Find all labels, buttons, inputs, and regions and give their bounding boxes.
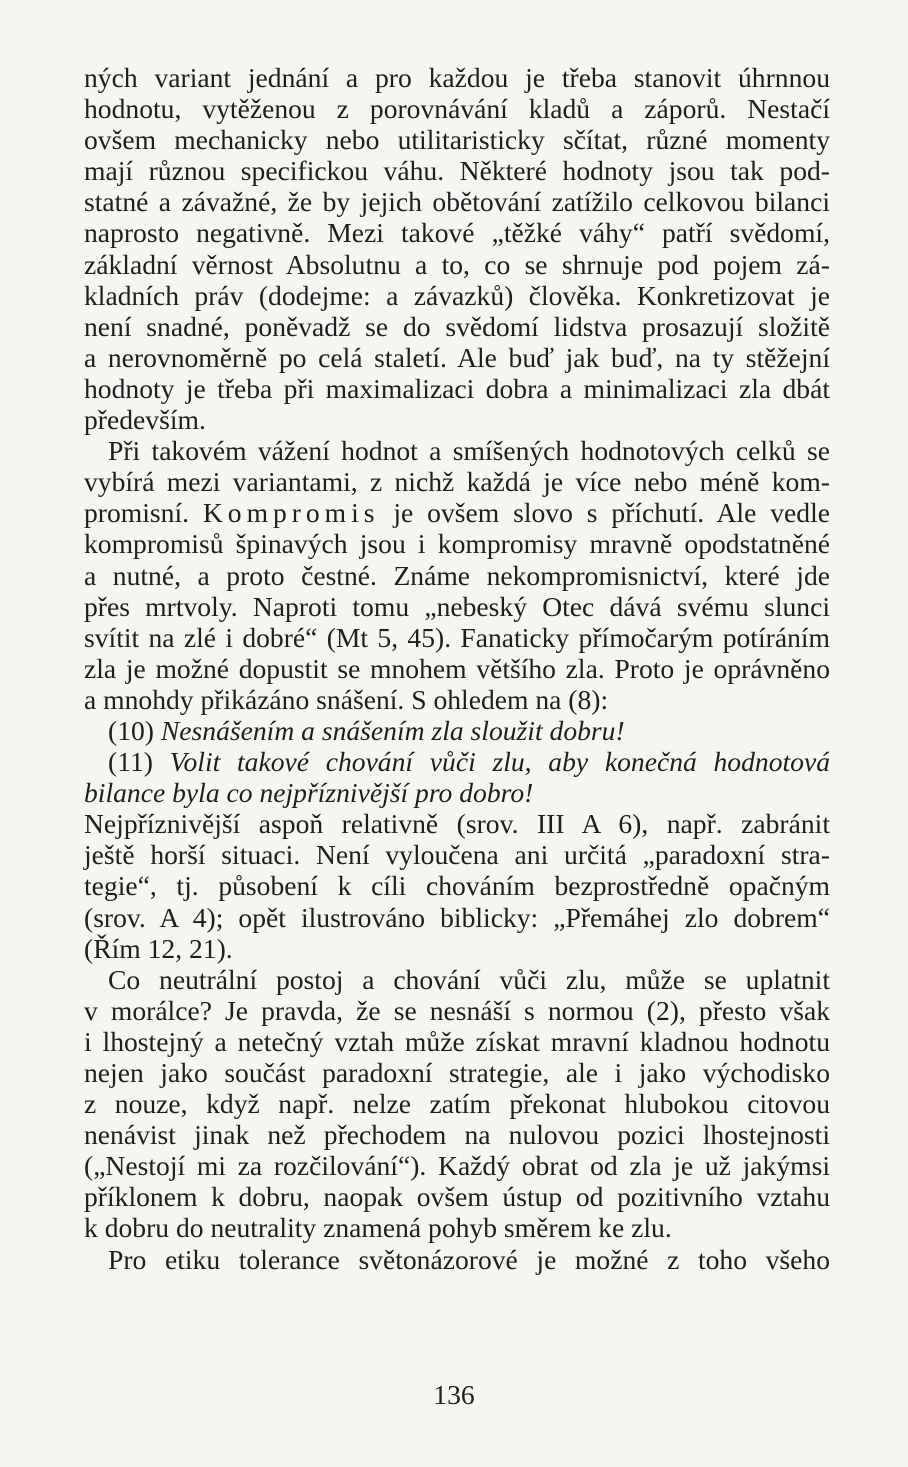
norm-text: Volit takové chování vůči zlu, aby konečná hodnotová [169,746,830,778]
text-line: Pro etiku tolerance světonázorové je možné z toho všeho [108,1243,830,1275]
text-line: svítit na zlé i dobré“ (Mt 5, 45). Fanaticky přímočarým potíráním [84,621,830,653]
paragraph [84,435,830,715]
text-line: kladních práv (dodejme: a závazků) člověka. Konkretizovat je [84,279,830,311]
text-line: z nouze, když např. nelze zatím překonat hlubokou citovou [84,1088,830,1120]
text-line: ovšem mechanicky nebo utilitaristicky sčítat, různé momenty [84,124,830,156]
text-line: k dobru do neutrality znamená pohyb směrem ke zlu. [84,1212,672,1244]
text-fragment: je ovšem slovo s příchutí. Ale vedle [393,497,830,529]
page-number: 136 [433,1379,475,1410]
paragraph [84,62,830,435]
text-line: i lhostejný a netečný vztah může získat mravní kladnou hodnotu [84,1025,830,1057]
text-line: kompromisů špinavých jsou i kompromisy mravně opodstatněné [84,528,830,560]
text-line: (Řím 12, 21). [84,932,233,964]
norm-number: (11) [108,746,153,778]
text-line: Nejpříznivější aspoň relativně (srov. III A 6), např. zabránit [84,808,830,840]
text-line: naprosto negativně. Mezi takové „těžké váhy“ patří svědomí, [84,217,830,249]
text-line: a nutné, a proto čestné. Známe nekompromisnictví, které jde [84,559,830,591]
paragraph [84,1244,830,1275]
text-line: a mnohdy přikázáno snášení. S ohledem na (8): [84,683,609,715]
text-line: hodnoty je třeba při maximalizaci dobra a minimalizaci zla dbát [84,372,830,404]
text-line [84,497,830,528]
text-line: Při takovém vážení hodnot a smíšených hodnotových celků se [108,435,830,467]
norm-11 [84,746,830,808]
text-line: příklonem k dobru, naopak ovšem ústup od pozitivního vztahu [84,1181,830,1213]
text-line: bilance byla co nejpříznivější pro dobro! [84,777,534,809]
norm-10 [84,715,830,746]
text-line: přes mrtvoly. Naproti tomu „nebeský Otec dává svému slunci [84,590,830,622]
text-line: a nerovnoměrně po celá staletí. Ale buď jak buď, na ty stěžejní [84,341,830,373]
paragraph [84,808,830,963]
text-line: ještě horší situaci. Není vyloučena ani určitá „paradoxní stra- [84,839,830,871]
norm-text: Nesnášením a snášením zla sloužit dobru! [160,714,625,746]
body-text [84,62,830,1275]
text-line: především. [84,404,206,436]
text-line: tegie“, tj. působení k cíli chováním bezprostředně opačným [84,870,830,902]
text-line: („Nestojí mi za rozčilování“). Každý obrat od zla je už jakýmsi [84,1150,830,1182]
paragraph [84,964,830,1244]
text-line: nenávist jinak než přechodem na nulovou pozici lhostejnosti [84,1119,830,1151]
text-line: v morálce? Je pravda, že se nesnáší s normou (2), přesto však [84,994,830,1026]
text-line: hodnotu, vytěženou z porovnávání kladů a záporů. Nestačí [84,93,830,125]
text-line: zla je možné dopustit se mnohem většího zla. Proto je oprávněno [84,652,830,684]
text-fragment: promisní. [84,497,190,529]
text-line: mají různou specifickou váhu. Některé hodnoty jsou tak pod- [84,155,830,187]
text-line: ných variant jednání a pro každou je třeba stanovit úhrnnou [84,62,830,93]
text-line: není snadné, poněvadž se do svědomí lidstva prosazují složitě [84,310,830,342]
text-line [84,715,830,746]
norm-number: (10) [108,714,154,746]
emphasized-term: Kompromis [202,497,380,529]
text-line [84,746,830,777]
text-line: statné a závažné, že by jejich obětování zatížilo celkovou bilanci [84,186,830,218]
text-line: Co neutrální postoj a chování vůči zlu, může se uplatnit [108,963,830,995]
text-line: nejen jako součást paradoxní strategie, ale i jako východisko [84,1057,830,1088]
text-line: základní věrnost Absolutnu a to, co se shrnuje pod pojem zá- [84,248,830,280]
text-line: (srov. A 4); opět ilustrováno biblicky: „Přemáhej zlo dobrem“ [84,901,830,933]
text-line: vybírá mezi variantami, z nichž každá je více nebo méně kom- [84,466,830,498]
